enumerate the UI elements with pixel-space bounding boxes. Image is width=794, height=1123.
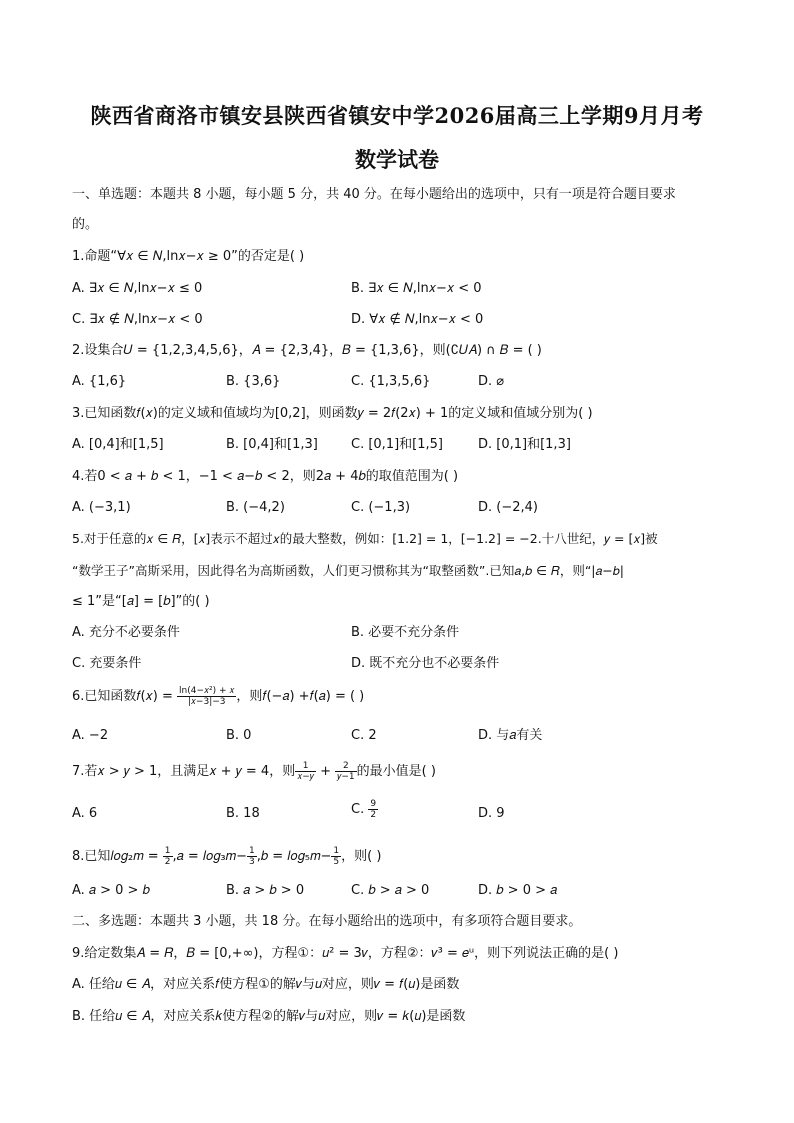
exam-title: 陕西省商洛市镇安县陕西省镇安中学2026届高三上学期9月月考 <box>90 103 704 128</box>
q5-stem-line2: “数学王子”高斯采用，因此得名为高斯函数，人们更习惯称其为“取整函数”.已知𝑎,𝑏 ∈ 𝑅，则“|𝑎−𝑏| <box>72 563 624 578</box>
q1-stem: 1.命题“∀𝑥 ∈ 𝑁,ln𝑥−𝑥 ≥ 0”的否定是( ) <box>72 249 305 264</box>
q8-f2-denominator: 3 <box>249 857 255 867</box>
section1-header: 一、单选题：本题共 8 小题，每小题 5 分，共 40 分。在每小题给出的选项中，只有一项是符合题目要求 <box>72 187 676 202</box>
q8-f1-denominator: 2 <box>164 857 171 867</box>
q7-plus: + <box>315 764 336 779</box>
q7-stem <box>72 761 436 782</box>
q5-stem-line1: 5.对于任意的𝑥 ∈ 𝑅，[𝑥]表示不超过𝑥的最大整数，例如：[1.2] = 1，[−1.2] = −2.十八世纪，𝑦 = [𝑥]被 <box>72 531 658 546</box>
q3-stem: 3.已知函数𝑓(𝑥)的定义域和值域均为[0,2]，则函数𝑦 = 2𝑓(2𝑥) + 1的定义域和值域分别为( ) <box>72 406 593 421</box>
q7-option-c-label: C. <box>351 802 369 817</box>
exam-subtitle: 数学试卷 <box>355 147 439 172</box>
q6-option-a: A. −2 <box>72 728 109 743</box>
q7-option-a: A. 6 <box>72 806 98 821</box>
q3-option-b: B. [0,4]和[1,3] <box>226 437 318 452</box>
q3-option-d: D. [0,1]和[1,3] <box>478 437 571 452</box>
q8-f1-numerator: 1 <box>164 846 171 856</box>
q8-f3-denominator: 5 <box>333 857 340 867</box>
q5-option-b: B. 必要不充分条件 <box>351 625 460 640</box>
q2-stem: 2.设集合𝑈 = {1,2,3,4,5,6}，𝐴 = {2,3,4}，𝐵 = {1,3,6}，则(∁𝑈𝐴) ∩ 𝐵 = ( ) <box>72 343 542 358</box>
q4-option-b: B. (−4,2) <box>226 500 285 515</box>
q7-f2-denominator: 𝑦−1 <box>337 772 355 782</box>
q4-option-a: A. (−3,1) <box>72 500 131 515</box>
q8-stem <box>72 846 381 867</box>
q7-f1-denominator: 𝑥−𝑦 <box>297 772 314 782</box>
q7-option-c <box>351 799 378 820</box>
q8-option-c: C. 𝑏 > 𝑎 > 0 <box>351 883 430 898</box>
q8-fraction-1 <box>163 846 173 867</box>
q6-option-b: B. 0 <box>226 728 252 743</box>
q1-option-a: A. ∃𝑥 ∈ 𝑁,ln𝑥−𝑥 ≤ 0 <box>72 281 203 296</box>
q3-option-a: A. [0,4]和[1,5] <box>72 437 164 452</box>
q7-c-numerator: 9 <box>370 799 377 809</box>
q7-f1-numerator: 1 <box>295 761 316 772</box>
q7-option-d: D. 9 <box>478 806 505 821</box>
q5-option-a: A. 充分不必要条件 <box>72 625 180 640</box>
q6-fraction <box>177 686 236 707</box>
q8-option-d: D. 𝑏 > 0 > 𝑎 <box>478 883 558 898</box>
q8-part-3: ,𝑏 = 𝑙𝑜𝑔₅𝑚− <box>256 849 332 864</box>
q5-option-d: D. 既不充分也不必要条件 <box>351 656 500 671</box>
q6-frac-numerator: ln(4−𝑥²) + 𝑥 <box>179 686 235 696</box>
q6-stem-pre: 6.已知函数𝑓(𝑥) = <box>72 689 177 704</box>
q7-fraction-1 <box>295 761 316 782</box>
q5-option-c: C. 充要条件 <box>72 656 142 671</box>
q7-c-denominator: 2 <box>370 810 377 820</box>
q1-option-c: C. ∃𝑥 ∉ 𝑁,ln𝑥−𝑥 < 0 <box>72 312 203 327</box>
q8-part-1: 8.已知𝑙𝑜𝑔₂𝑚 = <box>72 849 163 864</box>
q6-frac-denominator: |𝑥−3|−3 <box>187 697 226 707</box>
q8-f2-numerator: 1 <box>249 846 255 856</box>
q8-fraction-3 <box>331 846 341 867</box>
q9-stem: 9.给定数集𝐴 = 𝑅，𝐵 = [0,+∞)，方程①：𝑢² = 3𝑣，方程②：𝑣³ = 𝑒ᵘ，则下列说法正确的是( ) <box>72 946 619 961</box>
section1-header-cont: 的。 <box>72 217 99 232</box>
q7-stem-pre: 7.若𝑥 > 𝑦 > 1，且满足𝑥 + 𝑦 = 4，则 <box>72 764 296 779</box>
q7-stem-post: 的最小值是( ) <box>356 764 436 779</box>
q1-option-d: D. ∀𝑥 ∉ 𝑁,ln𝑥−𝑥 < 0 <box>351 312 484 327</box>
q2-option-d: D. ⌀ <box>478 374 505 389</box>
q6-option-c: C. 2 <box>351 728 377 743</box>
q9-option-a: A. 任给𝑢 ∈ 𝐴，对应关系𝑓使方程①的解𝑣与𝑢对应，则𝑣 = 𝑓(𝑢)是函数 <box>72 977 460 992</box>
q2-option-b: B. {3,6} <box>226 374 281 389</box>
q6-stem <box>72 686 364 707</box>
q1-option-b: B. ∃𝑥 ∈ 𝑁,ln𝑥−𝑥 < 0 <box>351 281 482 296</box>
q8-fraction-2 <box>247 846 257 867</box>
q8-option-b: B. 𝑎 > 𝑏 > 0 <box>226 883 305 898</box>
q8-option-a: A. 𝑎 > 0 > 𝑏 <box>72 883 150 898</box>
q8-part-2: ,𝑎 = 𝑙𝑜𝑔₃𝑚− <box>172 849 247 864</box>
q4-option-d: D. (−2,4) <box>478 500 538 515</box>
section2-header: 二、多选题：本题共 3 小题，共 18 分。在每小题给出的选项中，有多项符合题目要求。 <box>72 914 582 929</box>
q3-option-c: C. [0,1]和[1,5] <box>351 437 443 452</box>
q4-option-c: C. (−1,3) <box>351 500 411 515</box>
q7-f2-numerator: 2 <box>335 761 356 772</box>
q6-option-d: D. 与𝑎有关 <box>478 728 543 743</box>
q7-fraction-2 <box>335 761 356 782</box>
q7-option-c-fraction <box>368 799 378 820</box>
q5-stem-line3: ≤ 1”是“[𝑎] = [𝑏]”的( ) <box>72 594 210 609</box>
q9-option-b: B. 任给𝑢 ∈ 𝐴，对应关系𝑘使方程②的解𝑣与𝑢对应，则𝑣 = 𝑘(𝑢)是函数 <box>72 1009 466 1024</box>
q8-part-4: ，则( ) <box>341 849 382 864</box>
q8-f3-numerator: 1 <box>333 846 340 856</box>
q6-stem-post: ，则𝑓(−𝑎) +𝑓(𝑎) = ( ) <box>236 689 365 704</box>
q2-option-a: A. {1,6} <box>72 374 127 389</box>
q2-option-c: C. {1,3,5,6} <box>351 374 431 389</box>
q7-option-b: B. 18 <box>226 806 260 821</box>
q4-stem: 4.若0 < 𝑎 + 𝑏 < 1，−1 < 𝑎−𝑏 < 2，则2𝑎 + 4𝑏的取值范围为( ) <box>72 469 459 484</box>
